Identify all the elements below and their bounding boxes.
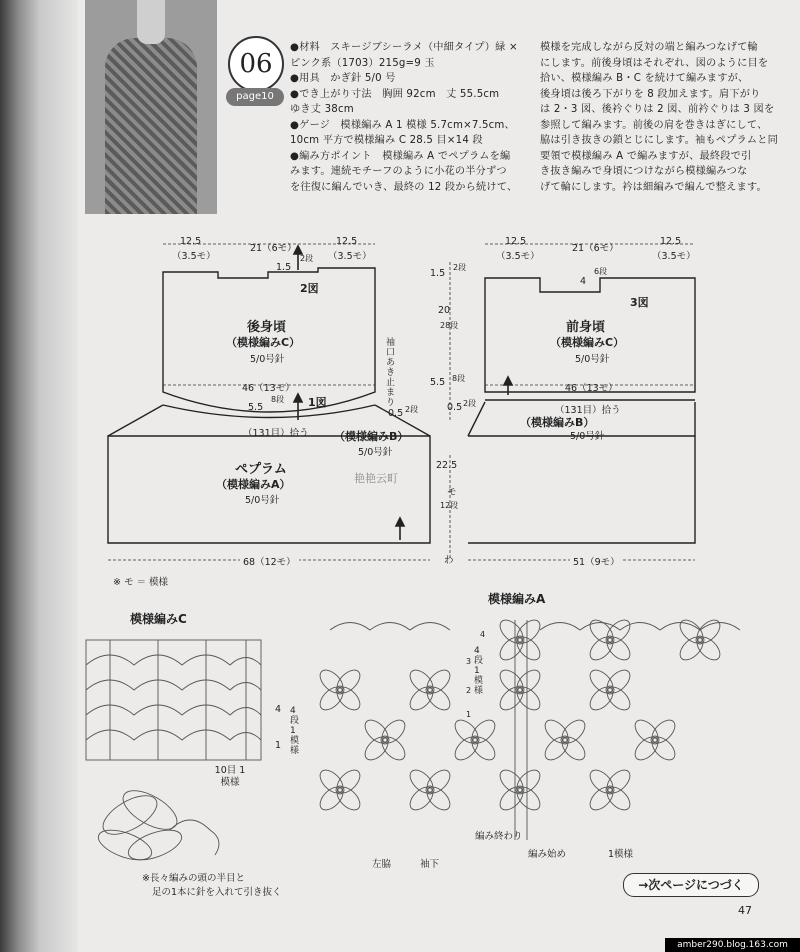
peplum-length-dim: 22.5 (436, 460, 458, 471)
chart-a-repeat: 4段 1模様 (474, 646, 484, 696)
side-armhole-rows: 28段 (440, 321, 459, 330)
flower-motif (586, 766, 634, 814)
back-bodice-pattern: （模様編みC） (226, 336, 301, 349)
next-page-button[interactable]: →次ページにつづく (623, 873, 759, 897)
flower-motif (316, 666, 364, 714)
back-hem-arrowhead (294, 394, 302, 402)
chart-a-title: 模様編みA (488, 592, 546, 606)
chart-a-sleeve-label: 袖下 (420, 859, 440, 870)
chart-c-row-marker: 4 (275, 704, 282, 715)
front-shoulder-right-sub: （3.5モ） (652, 251, 696, 262)
flower-motif (496, 616, 544, 664)
peplum-width-right: 51（9モ） (570, 554, 623, 568)
chart-c-width: 10目 1模様 (214, 765, 246, 788)
armhole-note: 袖口あき止まり (386, 338, 396, 408)
flower-motif (586, 666, 634, 714)
front-band-pattern: （模様編みB） (520, 416, 595, 429)
materials-line: ●編み方ポイント 模様編み A でペプラムを編 (290, 150, 511, 162)
petal-note-line: ※長々編みの頭の半目と (142, 873, 245, 884)
materials-line: ●材料 スキージブシーラメ（中細タイプ）緑 × (290, 42, 518, 53)
petal-detail (95, 783, 219, 866)
chart-a-one-repeat: 1模様 (608, 849, 634, 860)
instructions-line: 拾い、模様編み B・C を続けて編みますが、 (540, 73, 749, 84)
materials-line: ゆき丈 38cm (290, 104, 354, 115)
back-hem-drop-rows: 8段 (271, 395, 285, 404)
side-drop-dim: 5.5 (430, 377, 446, 388)
front-bodice-title: 前身頃 (566, 320, 606, 335)
back-shoulder-right-dim: 12.5 (336, 236, 358, 247)
instructions-line: 参照して編みます。前後の肩を巻きはぎにして、 (540, 119, 768, 131)
back-hem-drop: 5.5 (248, 402, 264, 413)
page-number: 47 (738, 904, 752, 917)
front-neck-depth: 4 (580, 276, 587, 287)
materials-line: ●ゲージ 模様編み A 1 模様 5.7cm×7.5cm、 (290, 119, 515, 131)
peplum-width-left: 68（12モ） (240, 554, 299, 568)
flower-motif (406, 766, 454, 814)
back-bodice-title: 後身頃 (247, 320, 287, 335)
instructions-line: にします。前後身頃はそれぞれ、図のように目を (540, 57, 769, 69)
peplum-arrowhead (396, 518, 404, 526)
pattern-number-badge: 06 (228, 36, 284, 92)
instructions-line: 脇は引き抜きの鎖とじにします。袖もペプラムと同 (540, 135, 778, 146)
instructions-line: げて輪にします。衿は細編みで編んで整えます。 (540, 181, 767, 193)
side-band-dim: 0.5 (447, 402, 463, 413)
peplum-pattern: （模様編みA） (216, 478, 291, 491)
peplum-title: ペプラム (235, 462, 287, 477)
chart-a-end-label: 編み終わり (475, 831, 523, 842)
peplum-length-mo: モ (447, 487, 457, 498)
back-shoulder-left-sub: （3.5モ） (172, 251, 216, 262)
flower-motif (631, 716, 679, 764)
back-hem-fig-ref: 1図 (308, 396, 327, 409)
back-hem-width: 46（13モ） (242, 383, 295, 394)
materials-line: ●用具 かぎ針 5/0 号 (290, 73, 396, 84)
side-drop-rows: 8段 (452, 374, 466, 383)
flower-motif (406, 666, 454, 714)
back-shoulder-left-dim: 12.5 (180, 236, 202, 247)
side-band-back: 0.5 (388, 408, 404, 419)
instructions-line: 後身頃は後ろ下がりを 8 段加えます。肩下がり (540, 88, 761, 100)
back-neck-drop: 1.5 (276, 262, 292, 273)
back-pickup: （131目）拾う (243, 428, 309, 439)
watermark: 艳艳云町 (354, 472, 398, 485)
side-band-back-rows: 2段 (405, 405, 419, 414)
front-neck-dim: 21（6モ） (572, 243, 619, 254)
flower-motif (361, 716, 409, 764)
peplum-hook: 5/0号針 (245, 495, 280, 506)
instructions-line: 模様を完成しながら反対の端と編みつなげて輪 (540, 42, 758, 53)
front-shoulder-left-sub: （3.5モ） (496, 251, 540, 262)
front-shoulder-left-dim: 12.5 (505, 236, 527, 247)
chart-a-flowers (316, 616, 724, 814)
peplum-ring-label: わ (444, 555, 454, 566)
chart-a-side-label: 左脇 (372, 859, 392, 870)
petal-note-line: 足の1本に針を入れて引き抜く (152, 887, 282, 898)
chart-a-start-label: 編み始め (528, 849, 567, 860)
flower-motif (676, 616, 724, 664)
back-fig-ref: 2図 (300, 282, 319, 295)
front-hem-arrowhead (504, 377, 512, 385)
mo-note: ※ モ ＝ 模様 (113, 577, 169, 588)
flower-motif (496, 666, 544, 714)
chart-a-row-marker: 1 (466, 710, 472, 719)
flower-motif (541, 716, 589, 764)
instructions-line: は 2・3 図、後衿ぐりは 2 図、前衿ぐりは 3 図を (540, 104, 775, 115)
front-hem-width: 46（13モ） (565, 383, 618, 394)
chart-c-row-marker: 1 (275, 740, 282, 751)
chart-c-repeat: 4段 1模様 (290, 706, 300, 756)
back-neck-dim: 21（6モ） (250, 243, 297, 254)
page-reference-tag: page10 (226, 88, 284, 106)
materials-line: ●でき上がり寸法 胸囲 92cm 丈 55.5cm (290, 88, 500, 100)
chart-a-row-marker: 2 (466, 686, 472, 695)
front-fig-ref: 3図 (630, 296, 649, 309)
chart-a-row-marker: 3 (466, 657, 472, 666)
peplum-band-hook: 5/0号針 (358, 447, 393, 458)
materials-line: みます。連続モチーフのように小花の半分ずつ (290, 166, 507, 177)
back-bodice-hook: 5/0号針 (250, 354, 285, 365)
side-top-rows: 2段 (453, 263, 467, 272)
back-band-curve (163, 405, 375, 418)
peplum-length-rows: 12段 (440, 501, 459, 510)
front-band-hook: 5/0号針 (570, 431, 605, 442)
side-top-dim: 1.5 (430, 268, 446, 279)
materials-line: ピンク系（1703）215g=9 玉 (290, 57, 435, 69)
back-shoulder-right-sub: （3.5モ） (328, 251, 372, 262)
chart-a-row-marker: 4 (480, 630, 486, 639)
materials-line: 10cm 平方で模様編み C 28.5 目×14 段 (290, 135, 483, 146)
front-shoulder-right-dim: 12.5 (660, 236, 682, 247)
instructions-line: 要領で模様編み A で編みますが、最終段で引 (540, 150, 752, 162)
front-bodice-hook: 5/0号針 (575, 354, 610, 365)
front-neck-depth-rows: 6段 (594, 267, 608, 276)
front-bodice-pattern: （模様編みC） (550, 336, 625, 349)
flower-motif (496, 766, 544, 814)
peplum-front-outline (468, 436, 695, 543)
chart-c-title: 模様編みC (130, 612, 187, 626)
flower-motif (451, 716, 499, 764)
instructions-line: き抜き編みで身頃につけながら模様編みつな (540, 166, 748, 177)
crochet-chart-c (86, 640, 261, 760)
flower-motif (316, 766, 364, 814)
side-band-rows: 2段 (463, 399, 477, 408)
back-neck-drop-rows: 2段 (300, 254, 314, 263)
crochet-chart-a (330, 620, 740, 840)
front-pickup: （131目）拾う (555, 405, 621, 416)
source-url-bar: amber290.blog.163.com (665, 938, 800, 952)
peplum-band-pattern: （模様編みB） (334, 430, 409, 443)
materials-line: を往復に編んでいき、最終の 12 段から続けて、 (290, 181, 518, 193)
side-armhole-dim: 20 (438, 305, 451, 316)
